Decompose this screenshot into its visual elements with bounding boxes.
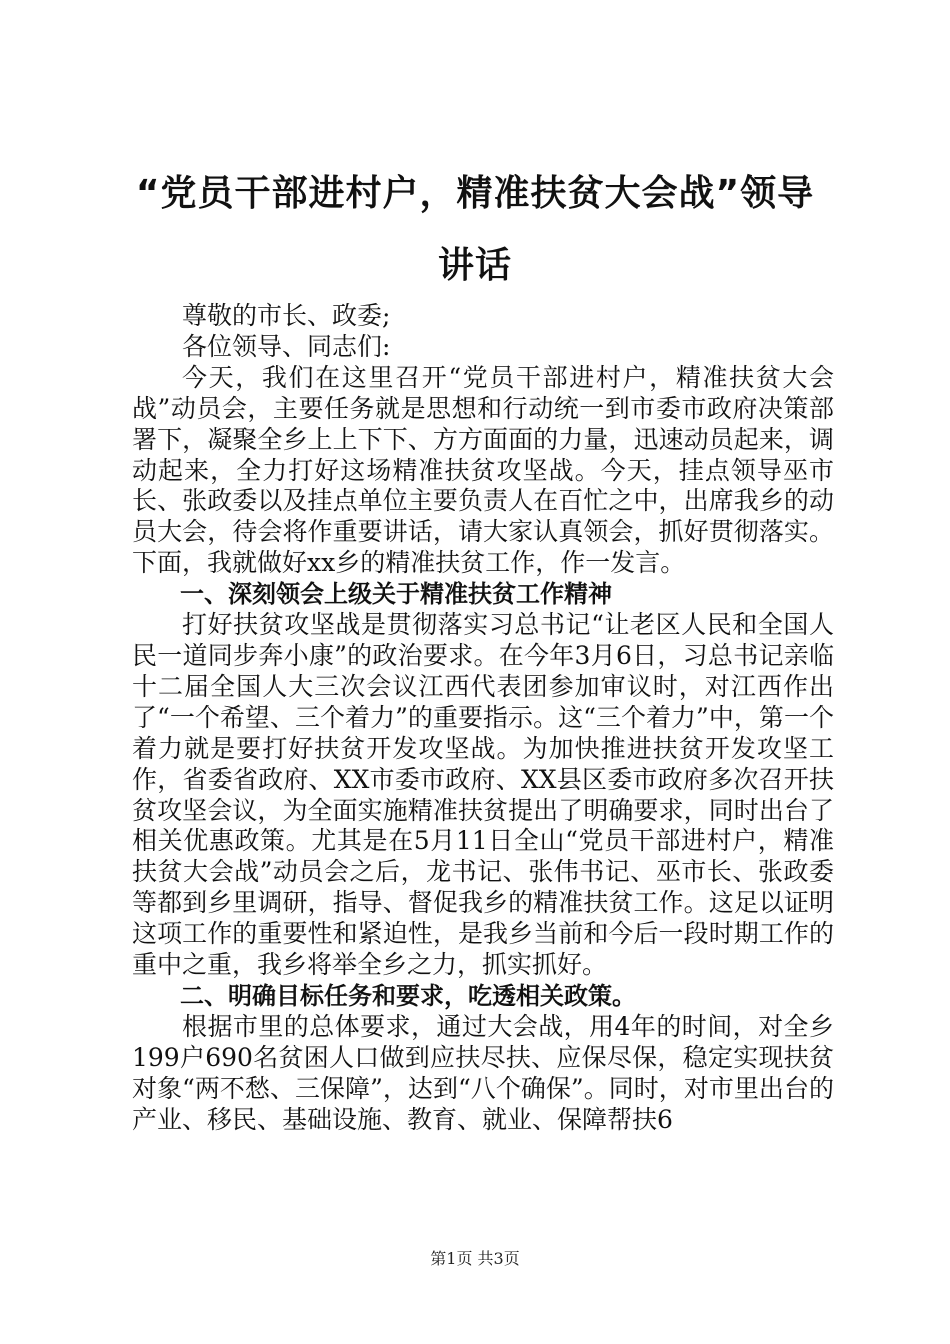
body-paragraph: 打好扶贫攻坚战是贯彻落实习总书记“让老区人民和全国人民一道同步奔小康”的政治要求。在今年3月6日，习总书记亲临十二届全国人大三次会议江西代表团参加审议时，对江西作出了“一个希望、三个着力”的重要指示。这“三个着力”中，第一个着力就是要打好扶贫开发攻坚战。为加快推进扶贫开发攻坚工作，省委省政府、XX市委市政府、XX县区委市政府多次召开扶贫攻坚会议，为全面实施精准扶贫提出了明确要求，同时出台了相关优惠政策。尤其是在5月11日全山“党员干部进村户，精准扶贫大会战”动员会之后，龙书记、张伟书记、巫市长、张政委等都到乡里调研，指导、督促我乡的精准扶贫工作。这足以证明这项工作的重要性和紧迫性，是我乡当前和今后一段时期工作的重中之重，我乡将举全乡之力，抓实抓好。 — [132, 610, 834, 980]
section-heading: 二、明确目标任务和要求，吃透相关政策。 — [180, 981, 636, 1010]
page-footer: 第1页 共3页 — [430, 1249, 520, 1268]
body-paragraph: 根据市里的总体要求，通过大会战，用4年的时间，对全乡199户690名贫困人口做到应扶尽扶、应保尽保，稳定实现扶贫对象“两不愁、三保障”，达到“八个确保”。同时，对市里出台的产业、移民、基础设施、教育、就业、保障帮扶6 — [132, 1011, 834, 1134]
salutation-line: 尊敬的市长、政委; — [182, 301, 391, 330]
document-body — [132, 301, 834, 1135]
document-title: “党员干部进村户，精准扶贫大会战”领导讲话 — [135, 173, 815, 286]
body-paragraph: 今天，我们在这里召开“党员干部进村户，精准扶贫大会战”动员会，主要任务就是思想和行动统一到市委市政府决策部署下，凝聚全乡上上下下、方方面面的力量，迅速动员起来，调动起来，全力打好这场精准扶贫攻坚战。今天，挂点领导巫市长、张政委以及挂点单位主要负责人在百忙之中，出席我乡的动员大会，待会将作重要讲话，请大家认真领会，抓好贯彻落实。下面，我就做好xx乡的精准扶贫工作，作一发言。 — [132, 362, 834, 578]
salutation-line: 各位领导、同志们: — [182, 331, 391, 361]
section-heading: 一、深刻领会上级关于精准扶贫工作精神 — [180, 580, 612, 609]
